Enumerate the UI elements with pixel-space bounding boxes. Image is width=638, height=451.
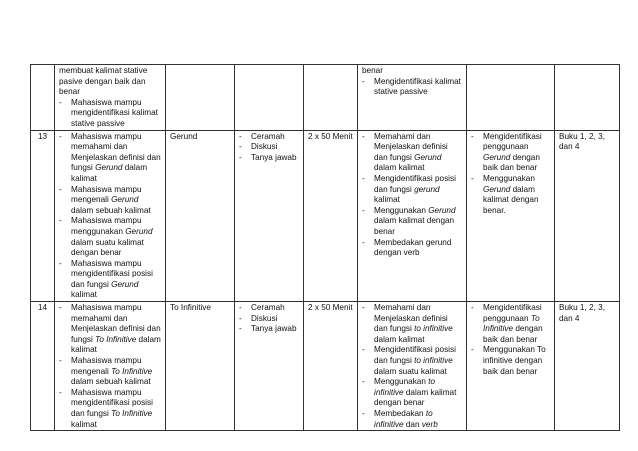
cell-kegiatan (358, 130, 467, 302)
kegiatan-text-after: dalam kalimat (374, 163, 425, 173)
indikator-text: Mahasiswa mampu mengenali (71, 184, 142, 205)
penilaian-text-after: dalam kalimat dengan benar. (483, 184, 539, 215)
metode-item: - Tanya jawab (239, 324, 299, 335)
penilaian-item (471, 132, 550, 174)
kegiatan-italic-term: verb (421, 419, 438, 429)
indikator-item (59, 66, 161, 98)
kegiatan-list (362, 303, 462, 430)
indikator-item (59, 356, 161, 388)
indikator-italic-term: Gerund (111, 279, 139, 289)
metode-list (239, 132, 299, 164)
indikator-item (59, 185, 161, 217)
cell-metode (235, 302, 304, 431)
kegiatan-item (362, 409, 462, 430)
cell-materi: Gerund (166, 130, 235, 302)
indikator-item (59, 98, 161, 130)
indikator-italic-term: Gerund (111, 195, 139, 205)
penilaian-text-after: dengan baik dan benar (483, 152, 540, 173)
cell-indikator (55, 302, 166, 431)
cell-no (31, 65, 55, 131)
cell-indikator (55, 130, 166, 302)
cell-sumber: Buku 1, 2, 3, dan 4 (555, 302, 620, 431)
metode-item: - Diskusi (239, 314, 299, 325)
kegiatan-text: Membedakan gerund dengan verb (374, 237, 452, 258)
indikator-italic-term: To Infinitive (111, 366, 153, 376)
metode-item: - Ceramah (239, 132, 299, 143)
penilaian-italic-term: Gerund (483, 184, 511, 194)
kegiatan-list (362, 132, 462, 259)
kegiatan-item (362, 174, 462, 206)
kegiatan-text: Mengidentifikasi kalimat stative passive (374, 76, 461, 97)
kegiatan-text-after: dalam kalimat (374, 334, 425, 344)
indikator-text: Mahasiswa mampu mengidentifikasi posisi dan fungsi (71, 387, 153, 418)
metode-item: - Ceramah (239, 303, 299, 314)
metode-list (239, 303, 299, 335)
indikator-item (59, 388, 161, 430)
penilaian-text: Mengidentifikasi penggunaan (483, 303, 542, 323)
cell-no: 13 (31, 130, 55, 302)
penilaian-list (471, 303, 550, 377)
indikator-item (59, 132, 161, 185)
kegiatan-text: Mengidentifikasi posisi dan fungsi (374, 345, 456, 366)
table-row (31, 302, 620, 431)
kegiatan-item (362, 66, 462, 77)
indikator-text: Mahasiswa mampu mengenali (71, 356, 142, 376)
kegiatan-text-after: kalimat (374, 195, 400, 205)
penilaian-italic-term: To Infinitive (483, 313, 540, 334)
cell-waktu (304, 65, 358, 131)
table-row (31, 130, 620, 302)
penilaian-text: Menggunakan To infinitive dengan baik dan benar (483, 345, 546, 376)
lesson-plan-table (30, 64, 620, 431)
kegiatan-text-after: dalam kalimat dengan benar (374, 387, 457, 408)
cell-materi: To Infinitive (166, 302, 235, 431)
penilaian-list (471, 132, 550, 217)
indikator-italic-term: To Infinitive (111, 409, 153, 418)
kegiatan-italic-term: to infinitive (414, 324, 453, 334)
kegiatan-italic-term: Gerund (428, 205, 456, 215)
indikator-item (59, 303, 161, 356)
kegiatan-italic-term: to infinitive (414, 356, 453, 366)
penilaian-text: Menggunakan (483, 173, 535, 183)
indikator-item (59, 216, 161, 258)
kegiatan-item (362, 345, 462, 377)
kegiatan-text-after: dan (405, 419, 420, 429)
cell-metode (235, 130, 304, 302)
cell-penilaian (467, 65, 555, 131)
cell-kegiatan (358, 302, 467, 431)
kegiatan-italic-term: to infinitive (374, 377, 436, 397)
cell-kegiatan (358, 65, 467, 131)
indikator-text: Mahasiswa mampu mengidentifikasi posisi dan fungsi (71, 258, 153, 289)
kegiatan-item (362, 377, 462, 409)
indikator-text-after: kalimat (71, 290, 97, 300)
indikator-text-after: dalam kalimat (71, 163, 148, 183)
indikator-list (59, 66, 161, 130)
cell-penilaian (467, 130, 555, 302)
kegiatan-italic-term: to infinitive (374, 409, 433, 429)
cell-indikator (55, 65, 166, 131)
kegiatan-item (362, 303, 462, 345)
kegiatan-italic-term: gerund (414, 184, 440, 194)
indikator-italic-term: Gerund (125, 226, 153, 236)
kegiatan-text: Membedakan (374, 409, 424, 418)
penilaian-italic-term: Gerund (483, 152, 511, 162)
kegiatan-text: Menggunakan (374, 205, 426, 215)
kegiatan-text-after: dalam kalimat dengan benar (374, 216, 455, 236)
kegiatan-text: Memahami dan Menjelaskan definisi dan fungsi (374, 303, 448, 334)
indikator-text: Mahasiswa mampu memahami dan Menjelaskan definisi dan fungsi (71, 131, 161, 173)
cell-metode (235, 65, 304, 131)
indikator-item (59, 259, 161, 301)
indikator-text: Mahasiswa mampu memahami dan Menjelaskan definisi dan fungsi (71, 303, 161, 344)
indikator-list (59, 132, 161, 302)
indikator-text-after: dalam sebuah kalimat (71, 377, 151, 387)
penilaian-text: Mengidentifikasi penggunaan (483, 131, 542, 152)
kegiatan-text: Mengidentifikasi posisi dan fungsi (374, 173, 456, 194)
metode-item: - Tanya jawab (239, 153, 299, 164)
cell-penilaian (467, 302, 555, 431)
penilaian-item (471, 345, 550, 377)
kegiatan-list (362, 66, 462, 98)
table-row (31, 65, 620, 131)
indikator-text: membuat kalimat stative pasive dengan baik dan benar (59, 66, 148, 97)
kegiatan-italic-term: Gerund (414, 152, 442, 162)
indikator-italic-term: To Infinitive (95, 334, 137, 344)
kegiatan-text: benar (362, 66, 383, 75)
indikator-list (59, 303, 161, 430)
indikator-text-after: kalimat (71, 419, 97, 429)
indikator-text-after: dalam suatu kalimat dengan benar (71, 237, 144, 258)
indikator-text: Mahasiswa mampu mengidentifikasi kalimat stative passive (71, 97, 158, 128)
cell-materi (166, 65, 235, 131)
kegiatan-item (362, 132, 462, 174)
indikator-text: Mahasiswa mampu menggunakan (71, 216, 142, 236)
cell-sumber: Buku 1, 2, 3, dan 4 (555, 130, 620, 302)
table-body (31, 65, 620, 431)
kegiatan-text: Menggunakan (374, 377, 426, 387)
cell-no: 14 (31, 302, 55, 431)
indikator-italic-term: Gerund (95, 163, 123, 173)
penilaian-text-after: dengan baik dan benar (483, 324, 543, 344)
kegiatan-item (362, 77, 462, 98)
kegiatan-item (362, 206, 462, 238)
indikator-text-after: dalam kalimat (71, 334, 161, 355)
kegiatan-text: Memahami dan Menjelaskan definisi dan fungsi (374, 131, 448, 162)
metode-item: - Diskusi (239, 142, 299, 153)
kegiatan-item (362, 238, 462, 259)
penilaian-item (471, 303, 550, 345)
kegiatan-text-after: dalam suatu kalimat (374, 366, 447, 376)
cell-waktu: 2 x 50 Menit (304, 130, 358, 302)
cell-waktu: 2 x 50 Menit (304, 302, 358, 431)
cell-sumber (555, 65, 620, 131)
indikator-text-after: dalam sebuah kalimat (71, 205, 151, 215)
penilaian-item (471, 174, 550, 216)
